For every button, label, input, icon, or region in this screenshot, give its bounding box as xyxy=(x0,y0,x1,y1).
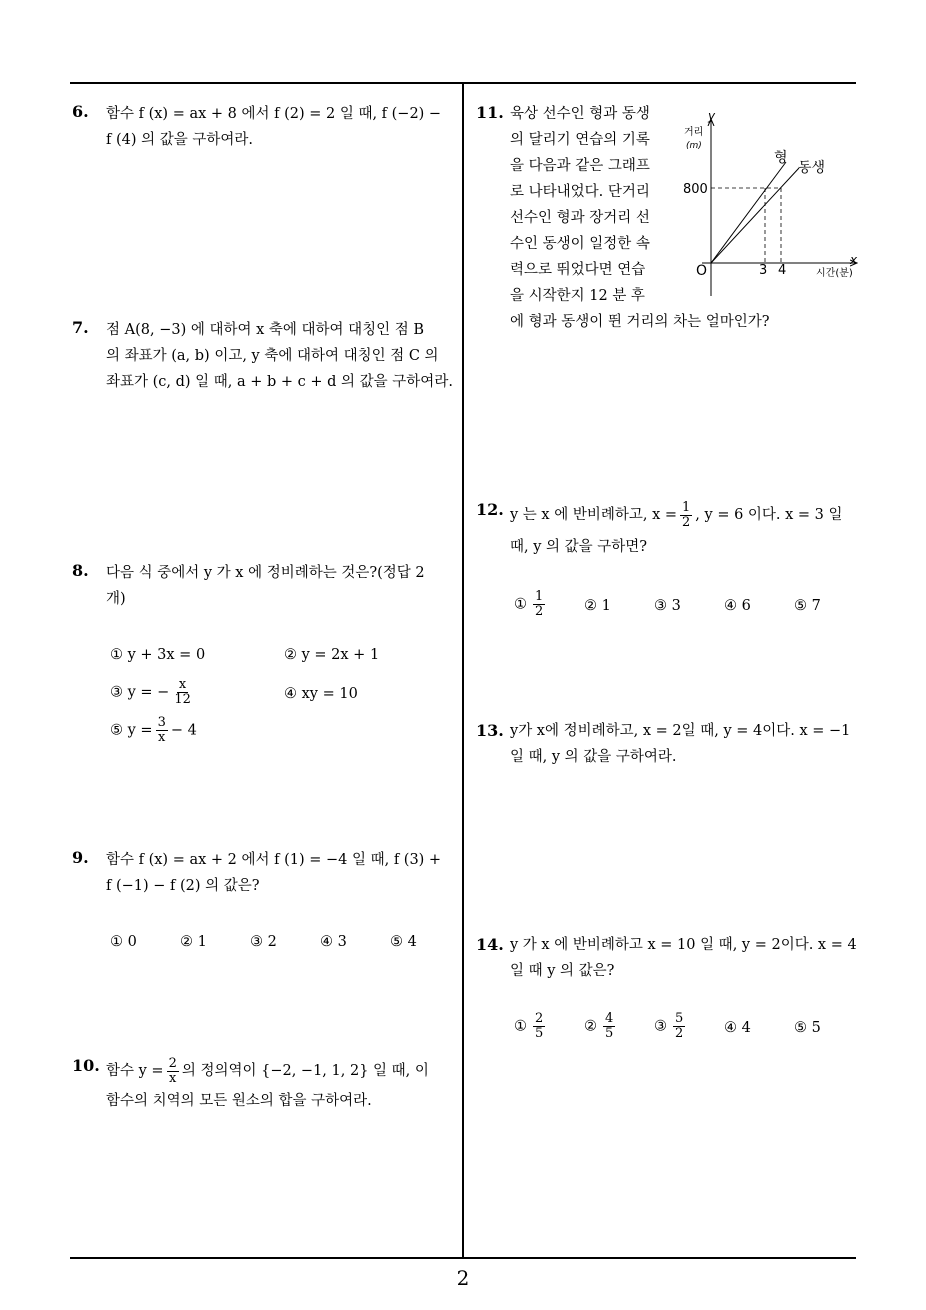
choice-4[interactable]: ④ 6 xyxy=(724,598,751,614)
choice-text: ③ y = − xyxy=(110,684,170,701)
question-text-line: 을 시작한지 12 분 후 xyxy=(510,288,645,304)
question-text-line: 함수 f (x) = ax + 2 에서 f (1) = −4 일 때, f (3) + xyxy=(106,852,442,868)
choice-1[interactable] xyxy=(514,1012,548,1041)
question-number: 7. xyxy=(72,318,89,337)
question-number: 14. xyxy=(476,935,504,954)
fraction-numerator: 5 xyxy=(675,1011,684,1026)
question-number: 13. xyxy=(476,721,504,740)
question-text-line: 다음 식 중에서 y 가 x 에 정비례하는 것은?(정답 2 xyxy=(106,565,425,581)
choice-text: ① xyxy=(514,596,527,613)
tick-label-3: 3 xyxy=(759,263,768,278)
choice-2[interactable]: ② 1 xyxy=(180,934,207,950)
question-text-line: 력으로 뛰었다면 연습 xyxy=(510,262,646,278)
choice-1[interactable]: ① y + 3x = 0 xyxy=(110,647,206,663)
fraction-denominator: x xyxy=(169,1070,177,1086)
question-text-line: 선수인 형과 장거리 선 xyxy=(510,210,650,226)
choice-1[interactable]: ① 0 xyxy=(110,934,137,950)
fraction-denominator: 2 xyxy=(675,1026,684,1041)
fraction xyxy=(156,716,168,745)
fraction-denominator: 2 xyxy=(682,514,691,530)
fraction xyxy=(673,1012,685,1041)
fraction-numerator: 4 xyxy=(605,1011,614,1026)
fraction xyxy=(167,1057,179,1086)
fraction xyxy=(603,1012,615,1041)
series-label-older: 형 xyxy=(774,150,788,166)
y-axis-label: 거리 xyxy=(684,127,704,138)
question-text: y 는 x 에 반비례하고, x = xyxy=(510,507,678,523)
question-text-line: 점 A(8, −3) 에 대하여 x 축에 대하여 대칭인 점 B xyxy=(106,322,425,338)
fraction-numerator: 1 xyxy=(535,589,544,604)
question-number: 12. xyxy=(476,500,504,519)
fraction-denominator: 5 xyxy=(605,1026,614,1041)
question-number: 11. xyxy=(476,103,504,122)
origin-label: O xyxy=(696,263,708,279)
question-text-line: f (−1) − f (2) 의 값은? xyxy=(106,878,260,894)
question-number: 9. xyxy=(72,848,89,867)
question-text-line: 육상 선수인 형과 동생 xyxy=(510,106,650,122)
question-text-line: 일 때, y 의 값을 구하여라. xyxy=(510,749,677,765)
fraction xyxy=(533,590,545,619)
choice-text: − 4 xyxy=(170,722,197,739)
fraction-numerator: 1 xyxy=(682,499,691,515)
choice-5[interactable]: ⑤ 4 xyxy=(390,934,417,950)
question-text-line: 로 나타내었다. 단거리 xyxy=(510,184,650,200)
column-divider xyxy=(462,82,464,1258)
y-axis-unit: (m) xyxy=(686,141,702,151)
fraction xyxy=(533,1012,545,1041)
fraction-numerator: 2 xyxy=(535,1011,544,1026)
choice-text: ⑤ y = xyxy=(110,722,153,739)
choice-4[interactable]: ④ 4 xyxy=(724,1020,751,1036)
question-number: 8. xyxy=(72,561,89,580)
choice-2[interactable]: ② 1 xyxy=(584,598,611,614)
choice-5[interactable] xyxy=(110,716,197,745)
question-text-line: 을 다음과 같은 그래프 xyxy=(510,158,650,174)
choice-2[interactable] xyxy=(584,1012,618,1041)
choice-text: ① xyxy=(514,1018,527,1035)
page-number: 2 xyxy=(456,1266,470,1290)
fraction-denominator: 2 xyxy=(535,604,544,619)
question-text-line: 좌표가 (c, d) 일 때, a + b + c + d 의 값을 구하여라. xyxy=(106,374,453,390)
choice-text: ② xyxy=(584,1018,597,1035)
question-number: 6. xyxy=(72,102,89,121)
fraction-numerator: 3 xyxy=(157,715,166,730)
question-text-line: f (4) 의 값을 구하여라. xyxy=(106,132,254,148)
question-text-line: y가 x에 정비례하고, x = 2일 때, y = 4이다. x = −1 xyxy=(510,723,851,739)
question-text: 함수 y = xyxy=(106,1063,164,1079)
choice-1[interactable] xyxy=(514,590,548,619)
question-text-line: 일 때 y 의 값은? xyxy=(510,963,615,979)
fraction-numerator: 2 xyxy=(168,1055,177,1071)
tick-label-4: 4 xyxy=(778,263,787,278)
choice-3[interactable]: ③ 3 xyxy=(654,598,681,614)
question-text: 의 정의역이 {−2, −1, 1, 2} 일 때, 이 xyxy=(181,1063,429,1079)
fraction xyxy=(172,678,193,707)
series-line-older xyxy=(711,162,786,263)
choice-3[interactable] xyxy=(654,1012,688,1041)
fraction-numerator: x xyxy=(178,677,187,692)
choice-2[interactable]: ② y = 2x + 1 xyxy=(284,647,380,663)
y-axis-var: y xyxy=(708,109,716,123)
fraction-denominator: 5 xyxy=(535,1026,544,1041)
choice-text: ③ xyxy=(654,1018,667,1035)
choice-3[interactable] xyxy=(110,678,196,707)
question-text-line: 의 좌표가 (a, b) 이고, y 축에 대하여 대칭인 점 C 의 xyxy=(106,348,439,364)
bottom-rule xyxy=(70,1257,856,1259)
choice-4[interactable]: ④ xy = 10 xyxy=(284,686,358,702)
question-text-line: 때, y 의 값을 구하면? xyxy=(510,539,648,555)
question-number: 10. xyxy=(72,1056,100,1075)
fraction-denominator: 12 xyxy=(174,692,191,707)
question-text-line: 의 달리기 연습의 기록 xyxy=(510,132,650,148)
question-text-line: 함수 f (x) = ax + 8 에서 f (2) = 2 일 때, f (−2) − xyxy=(106,106,442,122)
distance-time-graph xyxy=(672,106,862,306)
question-text-line: 함수의 치역의 모든 원소의 합을 구하여라. xyxy=(106,1093,372,1109)
question-text: , y = 6 이다. x = 3 일 xyxy=(695,507,843,523)
question-text-line: y 가 x 에 반비례하고 x = 10 일 때, y = 2이다. x = 4 xyxy=(510,937,857,953)
x-axis-var: x xyxy=(850,253,858,267)
tick-label-800: 800 xyxy=(683,182,708,197)
series-line-younger xyxy=(711,168,799,263)
choice-5[interactable]: ⑤ 5 xyxy=(794,1020,821,1036)
series-label-younger: 동생 xyxy=(798,160,826,176)
choice-5[interactable]: ⑤ 7 xyxy=(794,598,821,614)
question-text-line: 수인 동생이 일정한 속 xyxy=(510,236,650,252)
choice-4[interactable]: ④ 3 xyxy=(320,934,347,950)
x-axis-label: 시간(분) xyxy=(816,268,853,279)
fraction xyxy=(680,501,692,530)
choice-3[interactable]: ③ 2 xyxy=(250,934,277,950)
fraction-denominator: x xyxy=(158,730,166,745)
question-text-line: 에 형과 동생이 뛴 거리의 차는 얼마인가? xyxy=(510,314,770,330)
question-text-line: 개) xyxy=(106,591,126,607)
